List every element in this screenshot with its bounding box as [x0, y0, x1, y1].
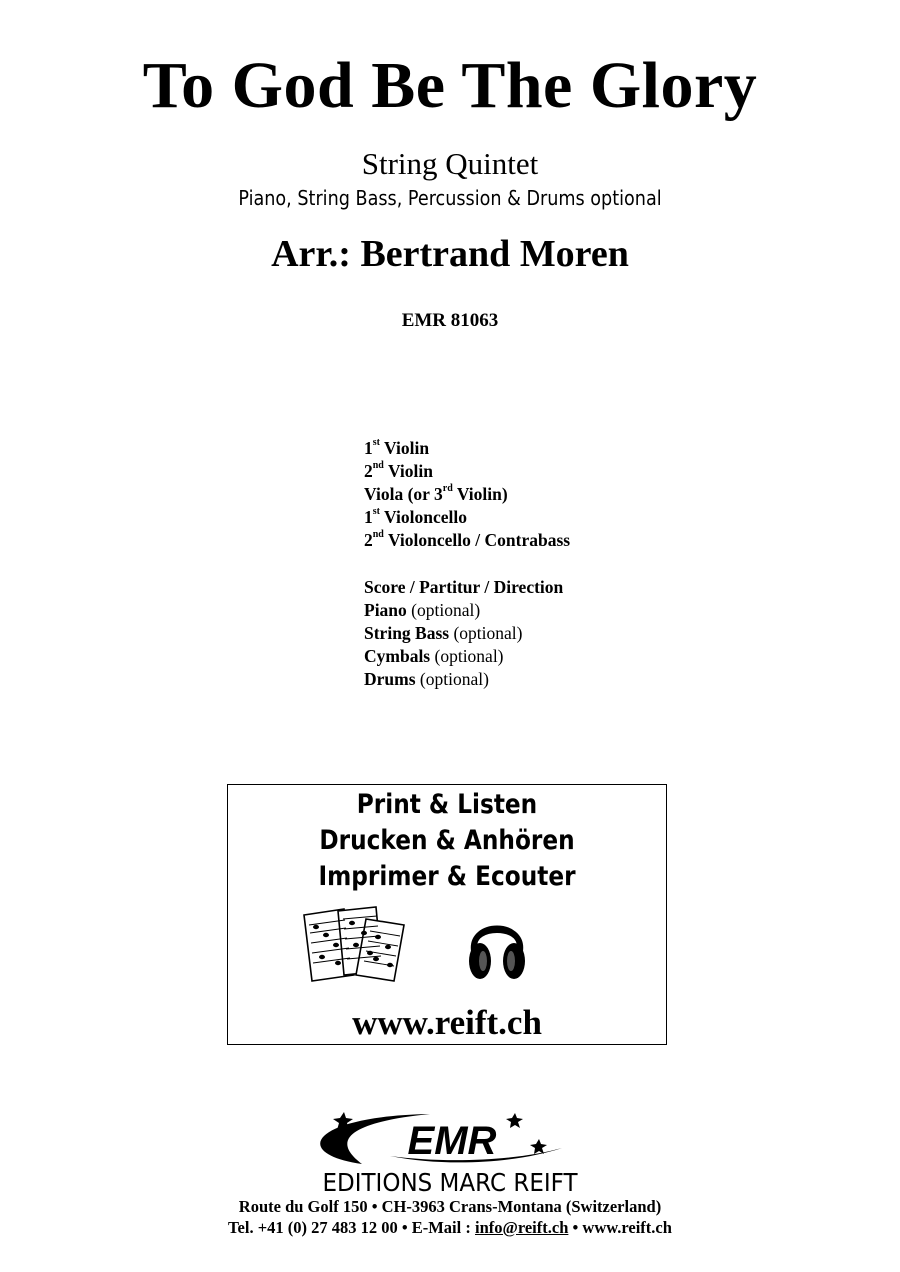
listen-box-line-fr: Imprimer & Ecouter	[318, 861, 576, 892]
publisher-name: EDITIONS MARC REIFT	[322, 1168, 578, 1197]
extra-item-cymbals: Cymbals (optional)	[364, 646, 504, 666]
extra-item-string-bass: String Bass (optional)	[364, 623, 523, 643]
part-item: 2nd Violin	[364, 460, 433, 481]
arranger: Arr.: Bertrand Moren	[271, 233, 629, 275]
sheet-music-icon	[300, 905, 412, 983]
part-item: Viola (or 3rd Violin)	[364, 483, 508, 504]
extra-item-drums: Drums (optional)	[364, 669, 489, 689]
extra-item-score: Score / Partitur / Direction	[364, 577, 564, 597]
listen-box-line-de: Drucken & Anhören	[319, 825, 575, 856]
part-item: 1st Violoncello	[364, 506, 468, 527]
subtitle: String Quintet	[361, 146, 539, 181]
print-listen-box	[227, 784, 667, 1045]
catalog-number: EMR 81063	[401, 310, 499, 331]
part-item: 1st Violin	[364, 437, 430, 458]
instrumentation-note: Piano, String Bass, Percussion & Drums optional	[238, 186, 662, 210]
publisher-address: Route du Golf 150 • CH-3963 Crans-Montana (Switzerland)	[238, 1197, 662, 1216]
website-link[interactable]: • www.reift.ch	[568, 1218, 672, 1237]
listen-box-line-en: Print & Listen	[356, 789, 538, 820]
website-url[interactable]: www.reift.ch	[352, 1003, 542, 1042]
headphones-icon	[466, 907, 528, 983]
extra-item-piano: Piano (optional)	[364, 600, 481, 620]
part-item: 2nd Violoncello / Contrabass	[364, 529, 571, 550]
emr-logo	[300, 1110, 600, 1168]
publisher-contact: Tel. +41 (0) 27 483 12 00 • E-Mail : info@reift.ch • www.reift.ch	[228, 1218, 672, 1237]
page-title: To God Be The Glory	[142, 49, 758, 122]
email-link[interactable]: info@reift.ch	[474, 1218, 569, 1237]
emr-logo-text: EMR	[407, 1119, 497, 1163]
parts-list	[364, 437, 570, 691]
